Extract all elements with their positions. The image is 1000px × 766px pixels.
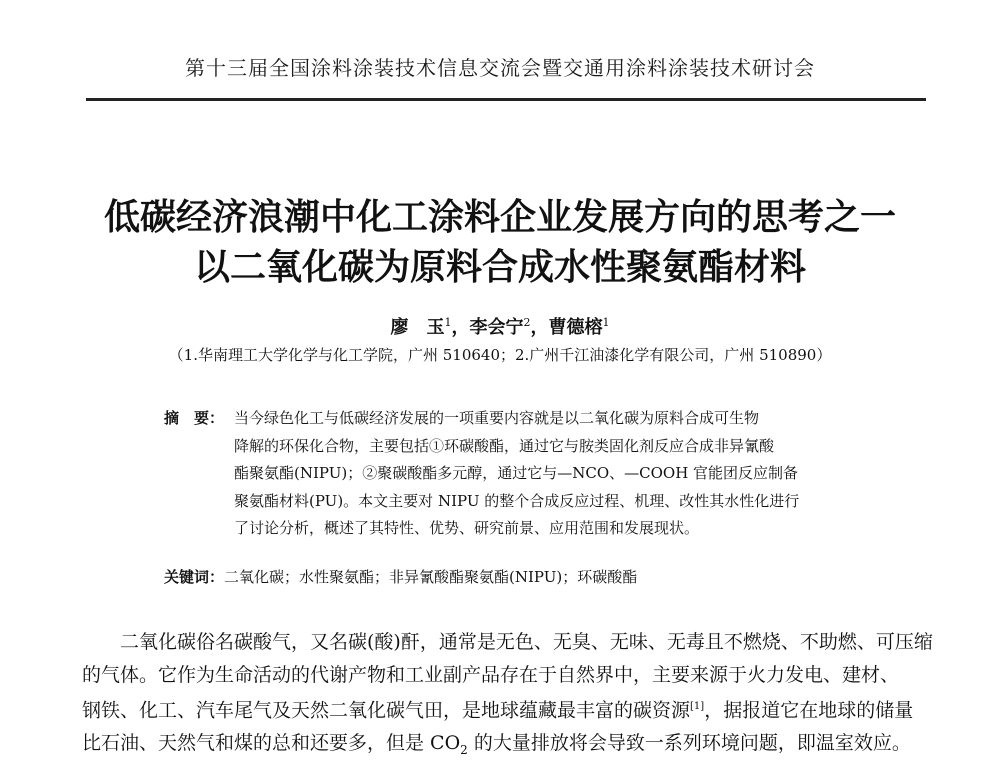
abstract-body bbox=[234, 405, 864, 543]
header-rule bbox=[86, 98, 926, 101]
abstract-line: 降解的环保化合物，主要包括①环碳酸酯，通过它与胺类固化剂反应合成非异氰酸 bbox=[234, 436, 775, 455]
body-line-text: 钢铁、化工、汽车尾气及天然二氧化碳气田，是地球蕴藏最丰富的碳资源 bbox=[82, 699, 691, 722]
keywords bbox=[164, 566, 884, 587]
subscript: 2 bbox=[460, 742, 468, 757]
author-affil-mark: 1 bbox=[444, 316, 452, 329]
abstract-label: 摘 要： bbox=[164, 409, 225, 427]
affiliation: （1.华南理工大学化学与化工学院，广州 510640；2.广州千江油漆化学有限公司，广州 510890） bbox=[168, 346, 832, 364]
author-name: 李会宁 bbox=[469, 317, 524, 338]
abstract-line: 当今绿色化工与低碳经济发展的一项重要内容就是以二氧化碳为原料合成可生物 bbox=[234, 409, 760, 427]
title-line-1: 低碳经济浪潮中化工涂料企业发展方向的思考之一 bbox=[103, 197, 896, 238]
body-line-text: 的大量排放将会导致一系列环境问题，即温室效应。 bbox=[467, 731, 911, 754]
abstract-line: 了讨论分析，概述了其特性、优势、研究前景、应用范围和发展现状。 bbox=[234, 519, 700, 537]
title-line-2: 以二氧化碳为原料合成水性聚氨酯材料 bbox=[193, 247, 806, 288]
author-name: 廖 玉 bbox=[390, 317, 445, 338]
paper-title bbox=[0, 193, 1000, 293]
author-affil-mark: 2 bbox=[523, 316, 531, 329]
abstract bbox=[164, 405, 864, 543]
author-list: 廖 玉$^1$，李会宁$^2$，曹德榕$^1$ bbox=[390, 316, 610, 338]
body-paragraph bbox=[82, 626, 933, 766]
citation-ref[interactable]: [1] bbox=[690, 701, 705, 712]
body-line: 二氧化碳俗名碳酸气，又名碳(酸)酐，通常是无色、无臭、无味、无毒且不燃烧、不助燃、可压缩 bbox=[120, 631, 933, 653]
author-name: 曹德榕 bbox=[548, 317, 603, 338]
abstract-line: 酯聚氨酯(NIPU)；②聚碳酸酯多元醇，通过它与—NCO、—COOH 官能团反应制备 bbox=[234, 464, 799, 482]
body-line: 的气体。它作为生命活动的代谢产物和工业副产品存在于自然界中，主要来源于火力发电、建材、 bbox=[82, 663, 900, 686]
keywords-text: 二氧化碳；水性聚氨酯；非异氰酸酯聚氨酯(NIPU)；环碳酸酯 bbox=[224, 568, 638, 586]
body-line bbox=[82, 691, 926, 727]
keywords-label: 关键词： bbox=[164, 568, 225, 586]
running-header: 第十三届全国涂料涂装技术信息交流会暨交通用涂料涂装技术研讨会 bbox=[185, 56, 815, 80]
body-line-text: ，据报道它在地球的储量 bbox=[704, 699, 914, 722]
body-line-text: 比石油、天然气和煤的总和还要多，但是 CO bbox=[82, 731, 461, 754]
author-affil-mark: 1 bbox=[602, 316, 610, 329]
abstract-line: 聚氨酯材料(PU)。本文主要对 NIPU 的整个合成反应过程、机理、改性其水性化进行 bbox=[234, 491, 800, 510]
body-line bbox=[82, 727, 926, 766]
